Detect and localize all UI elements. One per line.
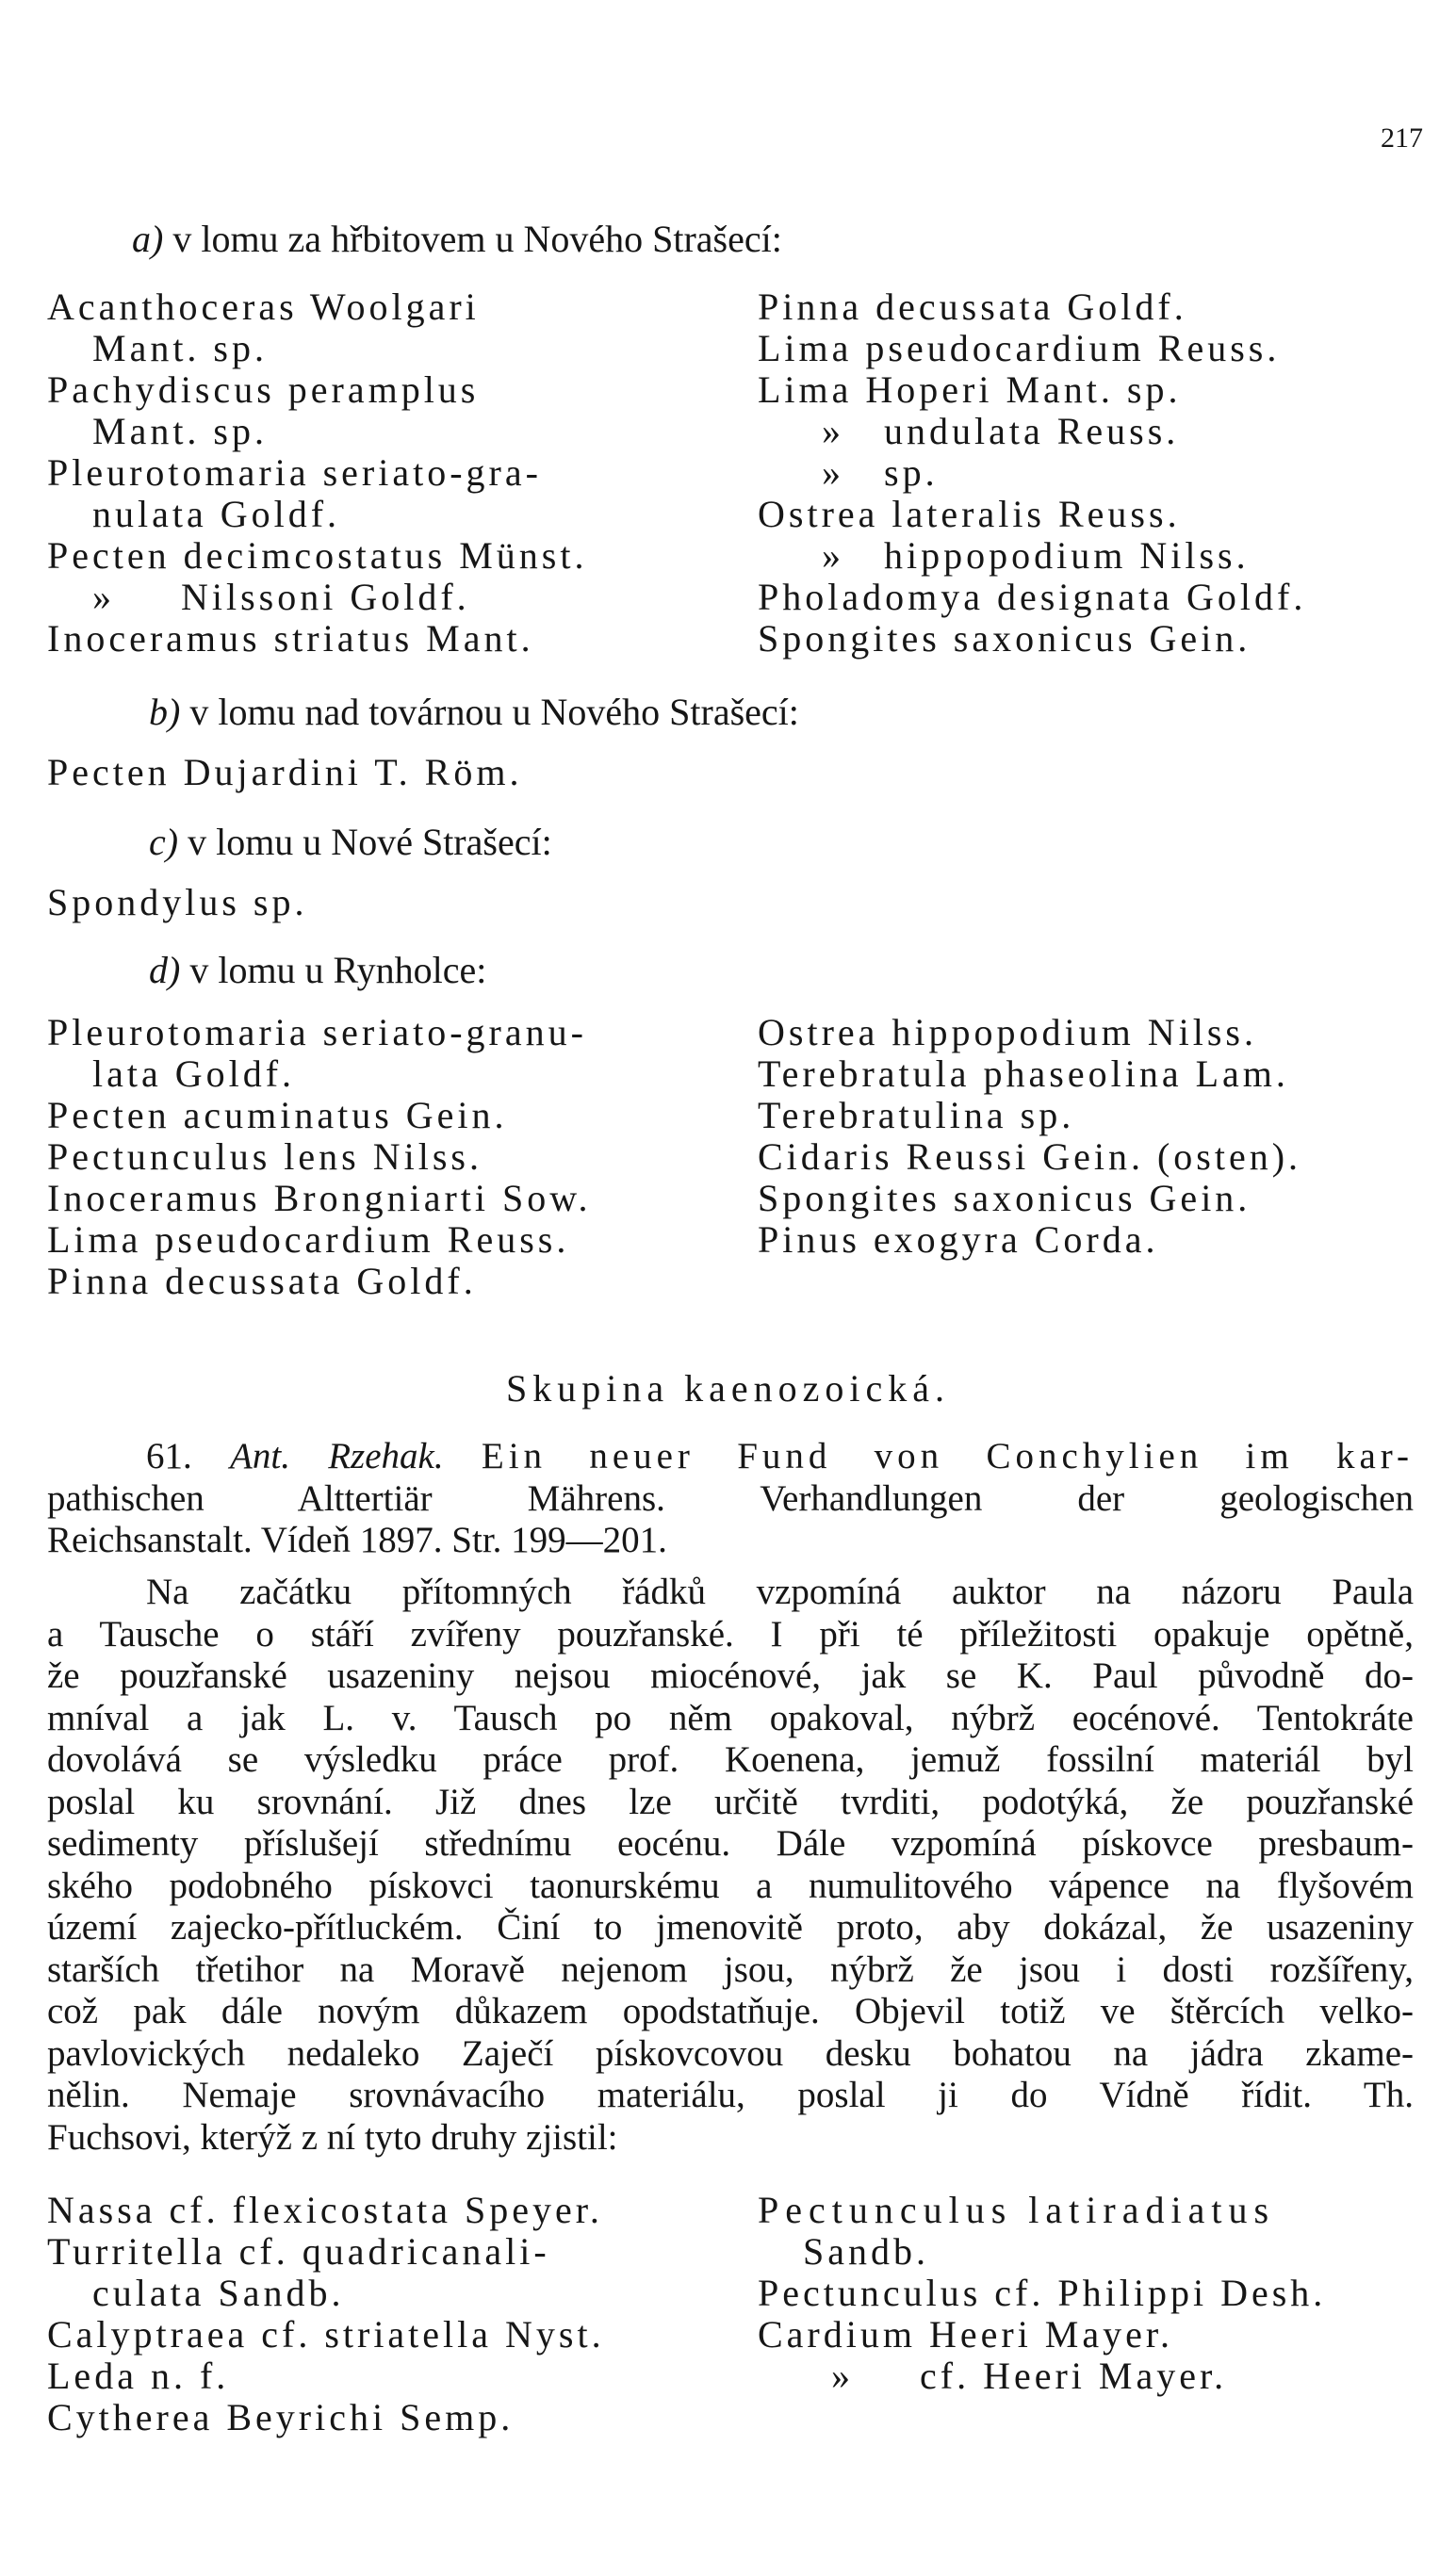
reference-line-2: pathischen Alttertiär Mährens. Verhandlungen der geologischen [47,1477,1414,1519]
body-line: poslal ku srovnání. Již dnes lze určitě tvrditi, podotýká, že pouzřanské [47,1781,1414,1822]
final-right-list [758,2190,1326,2397]
list-item: Cardium Heeri Mayer. [758,2313,1173,2356]
list-item: culata Sandb. [92,2272,345,2314]
reference-line-1 [47,1436,1414,1478]
reference-number: 61. [146,1436,192,1476]
body-line: starších třetihor na Moravě nejenom jsou, nýbrž že jsou i dosti rozšířeny, [47,1948,1414,1990]
list-item: Pleurotomaria seriato-gra- [47,451,542,494]
section-b-heading-text: v lomu nad továrnou u Nového Strašecí: [189,691,799,733]
list-item: Lima pseudocardium Reuss. [47,1218,570,1261]
list-item: Pecten acuminatus Gein. [47,1094,508,1136]
list-item: Pectunculus latiradiatus [758,2189,1276,2231]
list-item: Spongites saxonicus Gein. [758,1177,1252,1219]
list-item: Ostrea lateralis Reuss. [758,493,1181,535]
reference-line-3: Reichsanstalt. Vídeň 1897. Str. 199—201. [47,1520,667,1560]
list-item: nulata Goldf. [92,493,341,535]
list-item: Pectunculus cf. Philippi Desh. [758,2272,1327,2314]
final-left-list [47,2190,605,2438]
section-a-left-list [47,286,587,660]
section-b-item: Pecten Dujardini T. Röm. [47,751,523,793]
list-item: Pholadomya designata Goldf. [758,576,1307,618]
section-a-letter: a) [132,218,164,260]
section-a-right-list [758,286,1306,660]
list-item: Pleurotomaria seriato-granu- [47,1011,587,1053]
body-line: území zajecko-přítluckém. Činí to jmenovitě proto, aby dokázal, že usazeniny [47,1907,1414,1948]
list-item: Terebratula phaseolina Lam. [758,1052,1289,1095]
list-item: Spongites saxonicus Gein. [758,617,1252,660]
list-item: Pinna decussata Goldf. [47,1260,477,1302]
list-item: » hippopodium Nilss. [822,534,1250,577]
list-item: Inoceramus striatus Mant. [47,617,534,660]
body-line: pavlovických nedaleko Zaječí pískovcovou desku bohatou na jádra zkame- [47,2032,1414,2074]
body-line: Na začátku přítomných řádků vzpomíná auktor na názoru Paula [146,1572,1414,1612]
section-c-heading-text: v lomu u Nové Strašecí: [188,821,552,863]
section-d-heading-text: v lomu u Rynholce: [189,949,487,991]
body-line: mníval a jak L. v. Tausch po něm opakoval, nýbrž eocénové. Tentokráte [47,1697,1414,1738]
list-item: Calyptraea cf. striatella Nyst. [47,2313,605,2356]
list-item: » sp. [822,451,939,494]
reference-author: Ant. Rzehak. [230,1436,444,1476]
body-line: Fuchsovi, kterýž z ní tyto druhy zjistil: [47,2116,618,2158]
reference-entry [47,1436,1414,1562]
list-item: Pecten decimcostatus Münst. [47,534,588,577]
section-d-letter: d) [149,949,181,991]
body-line: ského podobného pískovci taonurskému a numulitového vápence na flyšovém [47,1865,1414,1906]
section-c-letter: c) [149,821,179,863]
list-item: » Nilssoni Goldf. [92,576,470,618]
list-item: » undulata Reuss. [822,410,1180,452]
list-item: Ostrea hippopodium Nilss. [758,1011,1257,1053]
section-c-heading [149,822,552,863]
list-item: lata Goldf. [92,1052,296,1095]
body-line: dovolává se výsledku práce prof. Koenena, jemuž fossilní materiál byl [47,1739,1414,1780]
list-item: Sandb. [803,2230,929,2273]
list-item: Pachydiscus peramplus [47,368,480,411]
section-d-heading [149,950,486,991]
body-line: což pak dále novým důkazem opodstatňuje. Objevil totiž ve štěrcích velko- [47,1991,1414,2031]
body-line: nělin. Nemaje srovnávacího materiálu, poslal ji do Vídně řídit. Th. [47,2075,1414,2115]
list-item: Pectunculus lens Nilss. [47,1135,483,1178]
list-item: Pinna decussata Goldf. [758,285,1187,328]
body-line: sedimenty příslušejí střednímu eocénu. Dále vzpomíná pískovce presbaum- [47,1823,1414,1864]
list-item: Lima pseudocardium Reuss. [758,327,1281,369]
section-title: Skupina kaenozoická. [506,1367,950,1410]
list-item: Inoceramus Brongniarti Sow. [47,1177,592,1219]
body-paragraph [47,1572,1414,2159]
section-a-heading-text: v lomu za hřbitovem u Nového Strašecí: [172,218,782,260]
list-item: Lima Hoperi Mant. sp. [758,368,1182,411]
list-item: Mant. sp. [92,327,268,369]
list-item: Leda n. f. [47,2355,230,2397]
section-d-left-list [47,1012,592,1302]
list-item: Nassa cf. flexicostata Speyer. [47,2189,603,2231]
section-b-heading [149,692,799,733]
list-item: » cf. Heeri Mayer. [831,2355,1228,2397]
body-line: a Tausche o stáří zvířeny pouzřanské. I při té příležitosti opakuje opětně, [47,1613,1414,1655]
list-item: Turritella cf. quadricanali- [47,2230,550,2273]
list-item: Terebratulina sp. [758,1094,1075,1136]
page-number: 217 [1381,122,1423,154]
section-a-heading [132,219,782,260]
section-d-right-list [758,1012,1301,1261]
list-item: Acanthoceras Woolgari [47,285,480,328]
list-item: Mant. sp. [92,410,268,452]
list-item: Pinus exogyra Corda. [758,1218,1159,1261]
body-line: že pouzřanské usazeniny nejsou miocénové, jak se K. Paul původně do- [47,1655,1414,1696]
section-c-item: Spondylus sp. [47,881,308,923]
reference-title-start: Ein neuer Fund von Conchylien im kar- [481,1436,1414,1476]
list-item: Cytherea Beyrichi Semp. [47,2396,515,2438]
list-item: Cidaris Reussi Gein. (osten). [758,1135,1302,1178]
section-b-letter: b) [149,691,181,733]
